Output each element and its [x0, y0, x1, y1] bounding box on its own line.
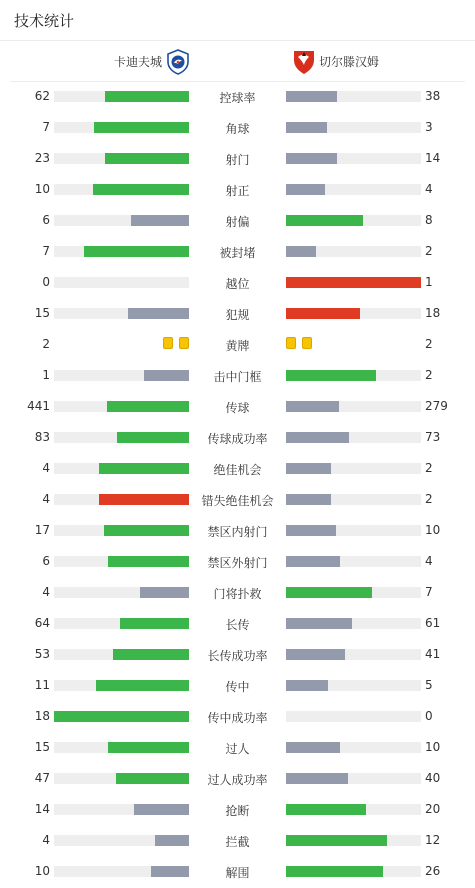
home-stat-value: 4 [42, 585, 50, 599]
away-bar-track [286, 370, 421, 381]
away-bar-fill [286, 432, 349, 443]
away-bar-track [286, 711, 421, 722]
away-bar-track [286, 587, 421, 598]
away-bar-track [286, 618, 421, 629]
stat-label: 长传 [225, 618, 250, 632]
stat-label: 越位 [225, 277, 250, 291]
home-bar-track [54, 618, 189, 629]
away-stat-value: 7 [425, 585, 433, 599]
header [0, 0, 475, 40]
home-stat-value: 64 [34, 616, 50, 630]
away-stat-value: 2 [425, 337, 433, 351]
away-bar-fill [286, 587, 372, 598]
stat-row [0, 391, 475, 422]
stat-row [0, 546, 475, 577]
home-bar-fill [105, 153, 189, 164]
stat-label: 长传成功率 [207, 649, 268, 663]
away-bar-fill [286, 680, 328, 691]
home-bar-fill [96, 680, 189, 691]
stat-row [0, 484, 475, 515]
home-stat-value: 441 [27, 399, 50, 413]
away-stat-value: 0 [425, 709, 433, 723]
away-bar-fill [286, 804, 366, 815]
away-stat-value: 4 [425, 182, 433, 196]
stat-label: 传球 [225, 401, 250, 415]
home-bar-fill [84, 246, 189, 257]
away-bar-track [286, 91, 421, 102]
away-bar-fill [286, 835, 387, 846]
away-bar-track [286, 773, 421, 784]
away-bar-track [286, 122, 421, 133]
away-stat-value: 26 [425, 864, 441, 878]
home-stat-value: 15 [34, 740, 50, 754]
home-bar-track [54, 308, 189, 319]
home-stat-value: 4 [42, 461, 50, 475]
away-bar-track [286, 277, 421, 288]
home-bar-fill [140, 587, 189, 598]
away-stat-value: 1 [425, 275, 433, 289]
away-bar-fill [286, 618, 352, 629]
away-bar-track [286, 742, 421, 753]
away-stat-value: 73 [425, 430, 441, 444]
away-stat-value: 279 [425, 399, 448, 413]
home-bar-track [54, 401, 189, 412]
stat-label: 门将扑救 [213, 587, 262, 601]
away-stat-value: 5 [425, 678, 433, 692]
away-bar-track [286, 401, 421, 412]
home-stat-value: 7 [42, 120, 50, 134]
home-bar-fill [99, 494, 189, 505]
away-team-name: 切尔滕汉姆 [319, 55, 380, 69]
stat-label: 错失绝佳机会 [201, 494, 274, 508]
away-bar-track [286, 215, 421, 226]
home-bar-track [54, 184, 189, 195]
stat-label: 被封堵 [219, 246, 256, 260]
home-bar-track [54, 370, 189, 381]
away-bar-fill [286, 525, 336, 536]
stat-label: 抢断 [225, 804, 250, 818]
away-bar-track [286, 246, 421, 257]
away-bar-track [286, 463, 421, 474]
stat-label: 传球成功率 [207, 432, 268, 446]
stat-row [0, 143, 475, 174]
home-bar-track [54, 246, 189, 257]
home-bar-track [54, 773, 189, 784]
stat-row [0, 298, 475, 329]
home-stat-value: 53 [34, 647, 50, 661]
stat-label: 射正 [225, 184, 250, 198]
stat-label: 射偏 [225, 215, 250, 229]
stat-label: 禁区内射门 [207, 525, 268, 539]
home-bar-track [54, 866, 189, 877]
away-bar-track [286, 525, 421, 536]
home-stat-value: 62 [34, 89, 50, 103]
home-stat-value: 47 [34, 771, 50, 785]
home-bar-track [54, 494, 189, 505]
home-stat-value: 18 [34, 709, 50, 723]
stat-row [0, 422, 475, 453]
home-bar-fill [120, 618, 189, 629]
home-bar-fill [151, 866, 189, 877]
stat-label: 击中门框 [213, 370, 262, 384]
home-stat-value: 4 [42, 833, 50, 847]
home-bar-track [54, 711, 189, 722]
home-bar-track [54, 742, 189, 753]
bluebird-crest-icon [166, 49, 190, 75]
stat-row [0, 856, 475, 887]
home-bar-track [54, 649, 189, 660]
home-bar-fill [144, 370, 189, 381]
stat-row [0, 515, 475, 546]
away-bar-fill [286, 463, 331, 474]
stat-label: 禁区外射门 [207, 556, 268, 570]
home-team-name: 卡迪夫城 [113, 55, 162, 69]
home-stat-value: 6 [42, 213, 50, 227]
away-bar-fill [286, 215, 363, 226]
home-stat-value: 2 [42, 337, 50, 351]
stat-row [0, 453, 475, 484]
away-bar-track [286, 153, 421, 164]
away-bar-fill [286, 153, 337, 164]
home-bar-fill [94, 122, 189, 133]
away-bar-track [286, 184, 421, 195]
home-bar-fill [113, 649, 189, 660]
home-stat-value: 83 [34, 430, 50, 444]
home-bar-fill [105, 91, 189, 102]
away-stat-value: 12 [425, 833, 441, 847]
stat-row [0, 81, 475, 112]
away-bar-track [286, 556, 421, 567]
away-stat-value: 38 [425, 89, 441, 103]
home-stat-value: 0 [42, 275, 50, 289]
stat-row [0, 236, 475, 267]
stat-row [0, 825, 475, 856]
stat-row [0, 360, 475, 391]
away-bar-fill [286, 556, 340, 567]
home-bar-track [54, 91, 189, 102]
home-bar-track [54, 587, 189, 598]
yellow-card-icon [179, 337, 189, 349]
stat-label: 角球 [225, 122, 250, 136]
away-stat-value: 8 [425, 213, 433, 227]
away-bar-track [286, 308, 421, 319]
home-bar-fill [108, 556, 189, 567]
home-bar-fill [104, 525, 189, 536]
home-stat-value: 10 [34, 864, 50, 878]
away-bar-track [286, 494, 421, 505]
away-bar-fill [286, 866, 383, 877]
home-bar-fill [108, 742, 189, 753]
page-title: 技术统计 [14, 12, 75, 30]
stat-label: 过人 [225, 742, 250, 756]
home-stat-value: 15 [34, 306, 50, 320]
stat-label: 射门 [225, 153, 250, 167]
home-stat-value: 10 [34, 182, 50, 196]
home-bar-track [54, 835, 189, 846]
away-stat-value: 4 [425, 554, 433, 568]
stat-row [0, 608, 475, 639]
stat-label: 控球率 [219, 91, 256, 105]
stat-label: 过人成功率 [207, 773, 268, 787]
away-bar-fill [286, 742, 340, 753]
stat-row [0, 205, 475, 236]
away-bar-fill [286, 308, 360, 319]
yellow-card-icon [163, 337, 173, 349]
stat-row [0, 732, 475, 763]
stat-row [0, 329, 475, 360]
yellow-card-icon [286, 337, 296, 349]
stat-label: 犯规 [225, 308, 250, 322]
teams-header [0, 41, 475, 81]
away-stat-value: 10 [425, 523, 441, 537]
home-stat-value: 4 [42, 492, 50, 506]
home-bar-track [54, 556, 189, 567]
home-bar-fill [117, 432, 189, 443]
stats-list [0, 81, 475, 887]
stat-label: 解围 [225, 866, 250, 880]
away-bar-track [286, 866, 421, 877]
yellow-card-icon [302, 337, 312, 349]
stat-row [0, 174, 475, 205]
away-bar-fill [286, 246, 316, 257]
away-stat-value: 2 [425, 461, 433, 475]
away-stat-value: 2 [425, 244, 433, 258]
away-stat-value: 18 [425, 306, 441, 320]
home-bar-fill [128, 308, 189, 319]
away-bar-fill [286, 494, 331, 505]
away-stat-value: 61 [425, 616, 441, 630]
away-stat-value: 10 [425, 740, 441, 754]
home-bar-fill [54, 711, 189, 722]
stat-label: 传中成功率 [207, 711, 268, 725]
away-bar-fill [286, 184, 325, 195]
stat-label: 拦截 [225, 835, 250, 849]
home-bar-track [54, 463, 189, 474]
away-bar-track [286, 432, 421, 443]
home-bar-track [54, 525, 189, 536]
stat-row [0, 670, 475, 701]
home-bar-fill [155, 835, 189, 846]
home-stat-value: 6 [42, 554, 50, 568]
away-bar-fill [286, 122, 327, 133]
away-stat-value: 20 [425, 802, 441, 816]
home-bar-track [54, 804, 189, 815]
away-bar-fill [286, 370, 376, 381]
home-bar-track [54, 680, 189, 691]
home-stat-value: 23 [34, 151, 50, 165]
away-bar-track [286, 804, 421, 815]
stat-label: 黄牌 [225, 339, 250, 353]
away-bar-track [286, 680, 421, 691]
robin-crest-icon [292, 49, 316, 75]
home-stat-value: 14 [34, 802, 50, 816]
home-bar-fill [93, 184, 189, 195]
away-bar-fill [286, 277, 421, 288]
home-bar-fill [99, 463, 189, 474]
stat-row [0, 267, 475, 298]
away-stat-value: 40 [425, 771, 441, 785]
home-stat-value: 11 [34, 678, 50, 692]
home-bar-track [54, 153, 189, 164]
home-stat-value: 7 [42, 244, 50, 258]
stat-label: 绝佳机会 [213, 463, 262, 477]
away-bar-fill [286, 401, 339, 412]
away-stat-value: 2 [425, 492, 433, 506]
away-bar-fill [286, 91, 337, 102]
home-bar-track [54, 432, 189, 443]
away-stat-value: 3 [425, 120, 433, 134]
home-bar-fill [134, 804, 189, 815]
home-bar-fill [131, 215, 189, 226]
away-bar-fill [286, 773, 348, 784]
stat-row [0, 794, 475, 825]
stat-row [0, 577, 475, 608]
away-stat-value: 41 [425, 647, 441, 661]
home-bar-track [54, 215, 189, 226]
home-stat-value: 1 [42, 368, 50, 382]
away-bar-track [286, 835, 421, 846]
home-stat-value: 17 [34, 523, 50, 537]
away-stat-value: 14 [425, 151, 441, 165]
stat-row [0, 639, 475, 670]
away-stat-value: 2 [425, 368, 433, 382]
home-bar-fill [116, 773, 189, 784]
home-bar-fill [107, 401, 189, 412]
stat-label: 传中 [225, 680, 250, 694]
away-bar-fill [286, 649, 345, 660]
stat-row [0, 112, 475, 143]
away-bar-track [286, 649, 421, 660]
home-bar-track [54, 122, 189, 133]
stat-row [0, 763, 475, 794]
stat-row [0, 701, 475, 732]
home-bar-track [54, 277, 189, 288]
